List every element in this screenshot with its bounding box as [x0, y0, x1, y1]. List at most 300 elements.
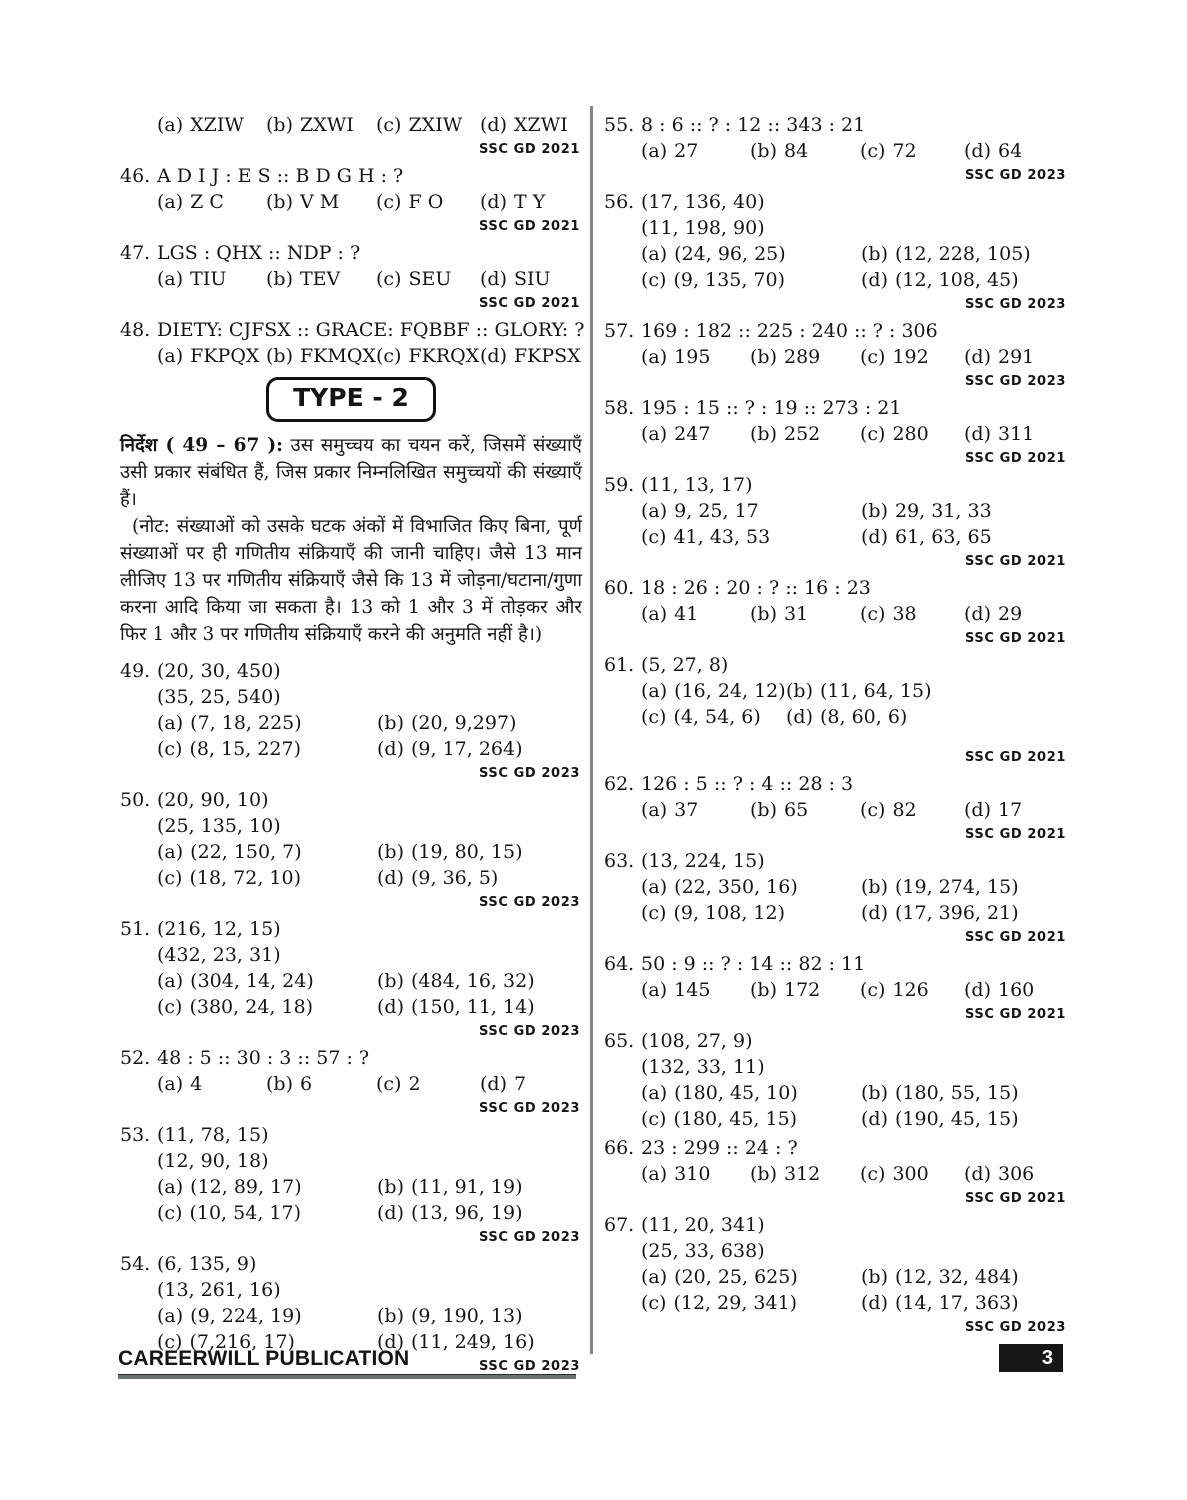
- publisher-name: CAREERWILL PUBLICATION: [118, 1347, 410, 1370]
- question-65: [604, 1028, 1068, 1132]
- question-line: [120, 684, 582, 710]
- option-label: (a): [641, 1266, 668, 1288]
- option-text: 310: [674, 1163, 711, 1185]
- option-d: [377, 994, 582, 1020]
- question-number: 54.: [120, 1253, 151, 1275]
- option-text: 38: [892, 603, 917, 625]
- option-c: [641, 1290, 861, 1316]
- option-label: (c): [376, 268, 402, 290]
- option-text: (10, 54, 17): [189, 1202, 301, 1224]
- question-line: [604, 472, 1068, 498]
- question-number: [120, 1277, 157, 1303]
- exam-tag: SSC GD 2023: [479, 895, 580, 910]
- option-text: (12, 29, 341): [673, 1292, 798, 1314]
- question-statement: (13, 261, 16): [157, 1279, 281, 1301]
- option-label: (c): [157, 996, 183, 1018]
- option-label: (c): [376, 1073, 402, 1095]
- question-line: [604, 1054, 1068, 1080]
- option-a: [641, 678, 786, 704]
- option-label: (c): [641, 902, 667, 924]
- option-label: (b): [750, 1163, 777, 1185]
- question-line: [120, 1148, 582, 1174]
- exam-tag: SSC GD 2023: [479, 1024, 580, 1039]
- option-b: [750, 421, 860, 447]
- question-statement: A D I J : E S :: B D G H : ?: [157, 165, 404, 187]
- question-number: 47.: [120, 242, 151, 264]
- question-52: [120, 1045, 582, 1119]
- option-c: [641, 704, 786, 730]
- option-label: (a): [641, 876, 668, 898]
- exam-tag: SSC GD 2023: [479, 1359, 580, 1374]
- option-label: (b): [377, 841, 404, 863]
- option-label: (b): [377, 1305, 404, 1327]
- option-label: (b): [861, 1266, 888, 1288]
- options-group: [604, 977, 1068, 1003]
- option-text: (180, 45, 10): [674, 1082, 798, 1104]
- option-label: (a): [157, 841, 184, 863]
- question-statement: (12, 90, 18): [157, 1150, 269, 1172]
- option-label: (d): [480, 114, 507, 136]
- instructions: [120, 432, 582, 648]
- options-group: [604, 1161, 1068, 1187]
- question-statement: 8 : 6 :: ? : 12 :: 343 : 21: [641, 114, 866, 136]
- type-2-heading: TYPE - 2: [266, 377, 436, 422]
- question-number: 64.: [604, 953, 635, 975]
- options-group: [604, 138, 1068, 164]
- question-number: 50.: [120, 789, 151, 811]
- option-label: (c): [376, 114, 402, 136]
- option-text: 27: [674, 140, 699, 162]
- option-label: (a): [157, 712, 184, 734]
- column-divider: [590, 106, 593, 1354]
- options-group: [120, 710, 582, 762]
- option-text: (11, 249, 16): [411, 1331, 535, 1353]
- option-label: (b): [861, 1082, 888, 1104]
- option-d: [861, 1106, 1068, 1132]
- instructions-text: उस समुच्चय का चयन करें, जिसमें संख्याएँ उसी प्रकार संबंधित हैं, जिस प्रकार निम्नलिखित समुच्चयों की संख्याएँ हैं।: [120, 435, 582, 510]
- option-text: 126: [892, 979, 929, 1001]
- question-64: [604, 951, 1068, 1025]
- question-statement: (11, 198, 90): [641, 217, 765, 239]
- option-d: [377, 1200, 582, 1226]
- option-c: [860, 138, 964, 164]
- option-a: [157, 112, 266, 138]
- question-line: [604, 112, 1068, 138]
- option-text: T Y: [514, 191, 546, 213]
- option-text: TEV: [300, 268, 341, 290]
- option-label: (b): [750, 603, 777, 625]
- option-a: [157, 1174, 377, 1200]
- option-label: (c): [157, 1202, 183, 1224]
- question-line: [604, 1135, 1068, 1161]
- option-text: ZXIW: [408, 114, 463, 136]
- option-text: (19, 80, 15): [411, 841, 523, 863]
- option-label: (d): [861, 269, 888, 291]
- option-label: (c): [641, 526, 667, 548]
- options-group: [604, 241, 1068, 293]
- option-text: (4, 54, 6): [673, 706, 761, 728]
- option-c: [641, 267, 861, 293]
- option-text: (7,216, 17): [189, 1331, 295, 1353]
- option-d: [480, 266, 582, 292]
- option-d: [861, 1290, 1068, 1316]
- option-label: (a): [157, 191, 184, 213]
- option-label: (a): [157, 1176, 184, 1198]
- option-a: [641, 498, 861, 524]
- option-c: [376, 266, 480, 292]
- option-a: [157, 266, 266, 292]
- option-label: (b): [266, 191, 293, 213]
- option-label: (c): [157, 738, 183, 760]
- question-line: [604, 395, 1068, 421]
- question-line: [120, 1277, 582, 1303]
- option-a: [641, 344, 750, 370]
- footer: [118, 1346, 1070, 1386]
- exam-tag: SSC GD 2021: [965, 1191, 1066, 1206]
- question-47: [120, 240, 582, 314]
- option-a: [157, 710, 377, 736]
- option-text: (9, 135, 70): [673, 269, 785, 291]
- option-text: ZXWI: [300, 114, 354, 136]
- exam-tag: SSC GD 2021: [965, 1007, 1066, 1022]
- option-label: (c): [376, 345, 402, 367]
- question-statement: 195 : 15 :: ? : 19 :: 273 : 21: [641, 397, 902, 419]
- option-text: FKPSX: [514, 345, 581, 367]
- options-group: [120, 1071, 582, 1097]
- exam-tag: SSC GD 2023: [479, 1230, 580, 1245]
- option-text: 160: [998, 979, 1035, 1001]
- option-text: 195: [674, 346, 711, 368]
- exam-tag: SSC GD 2021: [965, 750, 1066, 765]
- option-c: [376, 112, 480, 138]
- question-line: [604, 575, 1068, 601]
- option-label: (d): [964, 979, 991, 1001]
- question-line: [120, 1251, 582, 1277]
- option-label: (a): [641, 500, 668, 522]
- question-statement: 126 : 5 :: ? : 4 :: 28 : 3: [641, 773, 854, 795]
- question-number: [120, 813, 157, 839]
- exam-tag: SSC GD 2023: [965, 374, 1066, 389]
- page-number: 3: [1041, 1347, 1053, 1369]
- question-number: [604, 1054, 641, 1080]
- option-label: (a): [641, 799, 668, 821]
- option-text: Z C: [190, 191, 224, 213]
- question-49: [120, 658, 582, 784]
- question-line: [604, 1212, 1068, 1238]
- option-text: 2: [408, 1073, 421, 1095]
- option-c: [860, 601, 964, 627]
- question-statement: (5, 27, 8): [641, 654, 729, 676]
- option-c: [376, 1071, 480, 1097]
- option-a: [641, 1161, 750, 1187]
- question-line: [604, 1238, 1068, 1264]
- question-53: [120, 1122, 582, 1248]
- option-text: FKRQX: [408, 345, 480, 367]
- option-c: [641, 1106, 861, 1132]
- question-statement: (132, 33, 11): [641, 1056, 765, 1078]
- option-text: 306: [998, 1163, 1035, 1185]
- option-label: (a): [157, 970, 184, 992]
- options-group: [120, 343, 582, 369]
- question-number: [120, 942, 157, 968]
- question-statement: 18 : 26 : 20 : ? :: 16 : 23: [641, 577, 871, 599]
- option-d: [861, 267, 1068, 293]
- question-number: 49.: [120, 660, 151, 682]
- option-text: 9, 25, 17: [674, 500, 759, 522]
- question-statement: (432, 23, 31): [157, 944, 281, 966]
- option-text: XZIW: [190, 114, 244, 136]
- option-a: [641, 601, 750, 627]
- option-label: (d): [377, 996, 404, 1018]
- option-text: (14, 17, 363): [895, 1292, 1019, 1314]
- option-label: (d): [964, 423, 991, 445]
- question-63: [604, 848, 1068, 948]
- question-number: [120, 684, 157, 710]
- option-b: [786, 678, 1068, 704]
- option-text: 65: [784, 799, 809, 821]
- option-c: [157, 865, 377, 891]
- exam-tag: SSC GD 2021: [479, 296, 580, 311]
- question-58: [604, 395, 1068, 469]
- option-label: (d): [964, 140, 991, 162]
- question-line: [120, 916, 582, 942]
- option-text: 289: [784, 346, 821, 368]
- option-text: (9, 36, 5): [411, 867, 499, 889]
- question-number: 46.: [120, 165, 151, 187]
- option-c: [157, 1200, 377, 1226]
- option-label: (c): [376, 191, 402, 213]
- page-number-badge: [999, 1344, 1063, 1372]
- exam-tag: SSC GD 2023: [965, 297, 1066, 312]
- question-line: [604, 951, 1068, 977]
- question-59: [604, 472, 1068, 572]
- question-number: 62.: [604, 773, 635, 795]
- option-text: (12, 228, 105): [895, 243, 1031, 265]
- option-d: [964, 421, 1068, 447]
- instructions-note: (नोट: संख्याओं को उसके घटक अंकों में विभाजित किए बिना, पूर्ण संख्याओं पर ही गणितीय संक्रियाएँ की जानी चाहिए। जैसे 13 मान लीजिए 13 पर गणितीय संक्रियाएँ जैसे कि 13 में जोड़ना/घटाना/गुणा करना आदि किया जा सकता है। 13 को 1 और 3 में तोड़कर और फिर 1 और 3 पर गणितीय संक्रियाएँ करने की अनुमति नहीं है।): [120, 516, 582, 645]
- option-c: [860, 977, 964, 1003]
- option-text: (380, 24, 18): [189, 996, 314, 1018]
- option-d: [964, 344, 1068, 370]
- option-label: (b): [266, 345, 293, 367]
- option-label: (d): [377, 1202, 404, 1224]
- option-b: [266, 343, 376, 369]
- question-62: [604, 771, 1068, 845]
- option-text: FKPQX: [190, 345, 260, 367]
- option-text: (11, 64, 15): [820, 680, 932, 702]
- option-c: [157, 994, 377, 1020]
- question-statement: 23 : 299 :: 24 : ?: [641, 1137, 798, 1159]
- question-statement: (216, 12, 15): [157, 918, 281, 940]
- option-d: [480, 112, 582, 138]
- option-b: [861, 874, 1068, 900]
- instructions-lead: निर्देश ( 49 – 67 ):: [120, 435, 284, 456]
- option-text: (190, 45, 15): [895, 1108, 1019, 1130]
- option-text: (13, 96, 19): [411, 1202, 523, 1224]
- question-number: [120, 1148, 157, 1174]
- question-number: 57.: [604, 320, 635, 342]
- question-statement: 169 : 182 :: 225 : 240 :: ? : 306: [641, 320, 938, 342]
- option-label: (c): [860, 799, 886, 821]
- question-statement: (20, 90, 10): [157, 789, 269, 811]
- option-d: [964, 138, 1068, 164]
- option-b: [266, 112, 376, 138]
- instructions-directive: [120, 432, 582, 513]
- option-b: [266, 189, 376, 215]
- question-statement: (11, 13, 17): [641, 474, 753, 496]
- type-heading-row: [120, 377, 582, 422]
- option-text: (9, 190, 13): [411, 1305, 523, 1327]
- option-text: 4: [190, 1073, 203, 1095]
- option-b: [377, 839, 582, 865]
- exam-tag: SSC GD 2021: [479, 142, 580, 157]
- options-group: [120, 266, 582, 292]
- question-statement: (17, 136, 40): [641, 191, 765, 213]
- option-b: [266, 1071, 376, 1097]
- option-text: 247: [674, 423, 711, 445]
- question-line: [604, 771, 1068, 797]
- option-b: [377, 1174, 582, 1200]
- option-text: 31: [784, 603, 809, 625]
- option-text: V M: [300, 191, 340, 213]
- option-b: [861, 498, 1068, 524]
- question-67: [604, 1212, 1068, 1338]
- option-a: [641, 977, 750, 1003]
- option-label: (a): [641, 346, 668, 368]
- option-label: (d): [480, 345, 507, 367]
- exam-tag: SSC GD 2023: [965, 168, 1066, 183]
- option-text: TIU: [190, 268, 227, 290]
- option-text: 291: [998, 346, 1035, 368]
- question-number: [604, 215, 641, 241]
- option-a: [157, 968, 377, 994]
- option-label: (d): [480, 191, 507, 213]
- question-line: [120, 1045, 582, 1071]
- option-text: 29, 31, 33: [895, 500, 992, 522]
- exam-tag: SSC GD 2021: [965, 631, 1066, 646]
- question-options-row: [120, 112, 582, 160]
- option-d: [964, 601, 1068, 627]
- question-statement: 50 : 9 :: ? : 14 :: 82 : 11: [641, 953, 866, 975]
- question-61: [604, 652, 1068, 768]
- option-text: (9, 17, 264): [411, 738, 523, 760]
- question-56: [604, 189, 1068, 315]
- exam-tag: SSC GD 2021: [965, 930, 1066, 945]
- option-label: (a): [641, 680, 668, 702]
- question-number: 48.: [120, 319, 151, 341]
- question-number: 53.: [120, 1124, 151, 1146]
- right-column: [604, 112, 1068, 1341]
- option-text: (8, 15, 227): [189, 738, 301, 760]
- option-b: [861, 1080, 1068, 1106]
- question-statement: LGS : QHX :: NDP : ?: [157, 242, 361, 264]
- question-line: [604, 1028, 1068, 1054]
- question-number: 66.: [604, 1137, 635, 1159]
- question-statement: (13, 224, 15): [641, 850, 765, 872]
- option-label: (a): [641, 1082, 668, 1104]
- option-text: F O: [408, 191, 444, 213]
- option-a: [641, 421, 750, 447]
- option-label: (a): [157, 345, 184, 367]
- question-48: [120, 317, 585, 369]
- question-50: [120, 787, 582, 913]
- option-b: [377, 1303, 582, 1329]
- option-label: (c): [641, 706, 667, 728]
- option-text: 7: [514, 1073, 527, 1095]
- option-label: (d): [964, 346, 991, 368]
- option-a: [157, 343, 266, 369]
- option-label: (d): [480, 268, 507, 290]
- question-line: [120, 240, 582, 266]
- option-a: [641, 797, 750, 823]
- option-label: (a): [641, 603, 668, 625]
- question-number: [604, 1238, 641, 1264]
- question-51: [120, 916, 582, 1042]
- question-number: 63.: [604, 850, 635, 872]
- question-statement: (35, 25, 540): [157, 686, 281, 708]
- option-label: (b): [377, 712, 404, 734]
- option-text: XZWI: [514, 114, 568, 136]
- option-label: (b): [861, 500, 888, 522]
- options-group: [120, 189, 582, 215]
- question-line: [604, 318, 1068, 344]
- option-a: [641, 138, 750, 164]
- option-label: (d): [786, 706, 813, 728]
- option-label: (b): [750, 140, 777, 162]
- option-text: (304, 14, 24): [190, 970, 314, 992]
- option-text: 64: [998, 140, 1023, 162]
- option-text: 280: [892, 423, 929, 445]
- options-group: [604, 1264, 1068, 1316]
- option-d: [964, 977, 1068, 1003]
- option-label: (a): [157, 1305, 184, 1327]
- question-number: 56.: [604, 191, 635, 213]
- question-60: [604, 575, 1068, 649]
- option-d: [786, 704, 1068, 730]
- exam-tag: SSC GD 2023: [479, 1101, 580, 1116]
- option-label: (c): [860, 1163, 886, 1185]
- options-group: [604, 421, 1068, 447]
- option-text: 192: [892, 346, 929, 368]
- option-text: (8, 60, 6): [820, 706, 908, 728]
- option-d: [964, 1161, 1068, 1187]
- option-label: (d): [861, 526, 888, 548]
- option-c: [641, 900, 861, 926]
- question-number: 59.: [604, 474, 635, 496]
- question-number: 52.: [120, 1047, 151, 1069]
- option-a: [641, 1264, 861, 1290]
- option-label: (c): [641, 1292, 667, 1314]
- option-text: 61, 63, 65: [895, 526, 992, 548]
- question-statement: (25, 135, 10): [157, 815, 281, 837]
- option-label: (a): [157, 1073, 184, 1095]
- option-label: (a): [641, 140, 668, 162]
- option-label: (c): [641, 269, 667, 291]
- option-label: (a): [157, 268, 184, 290]
- option-text: (20, 25, 625): [674, 1266, 798, 1288]
- option-label: (c): [860, 346, 886, 368]
- option-text: 84: [784, 140, 809, 162]
- option-label: (a): [641, 1163, 668, 1185]
- question-number: 58.: [604, 397, 635, 419]
- question-46: [120, 163, 582, 237]
- options-group: [120, 839, 582, 891]
- option-text: 17: [998, 799, 1023, 821]
- option-text: (9, 108, 12): [673, 902, 785, 924]
- exam-tag: SSC GD 2021: [965, 827, 1066, 842]
- option-text: (24, 96, 25): [674, 243, 786, 265]
- option-text: (180, 55, 15): [895, 1082, 1019, 1104]
